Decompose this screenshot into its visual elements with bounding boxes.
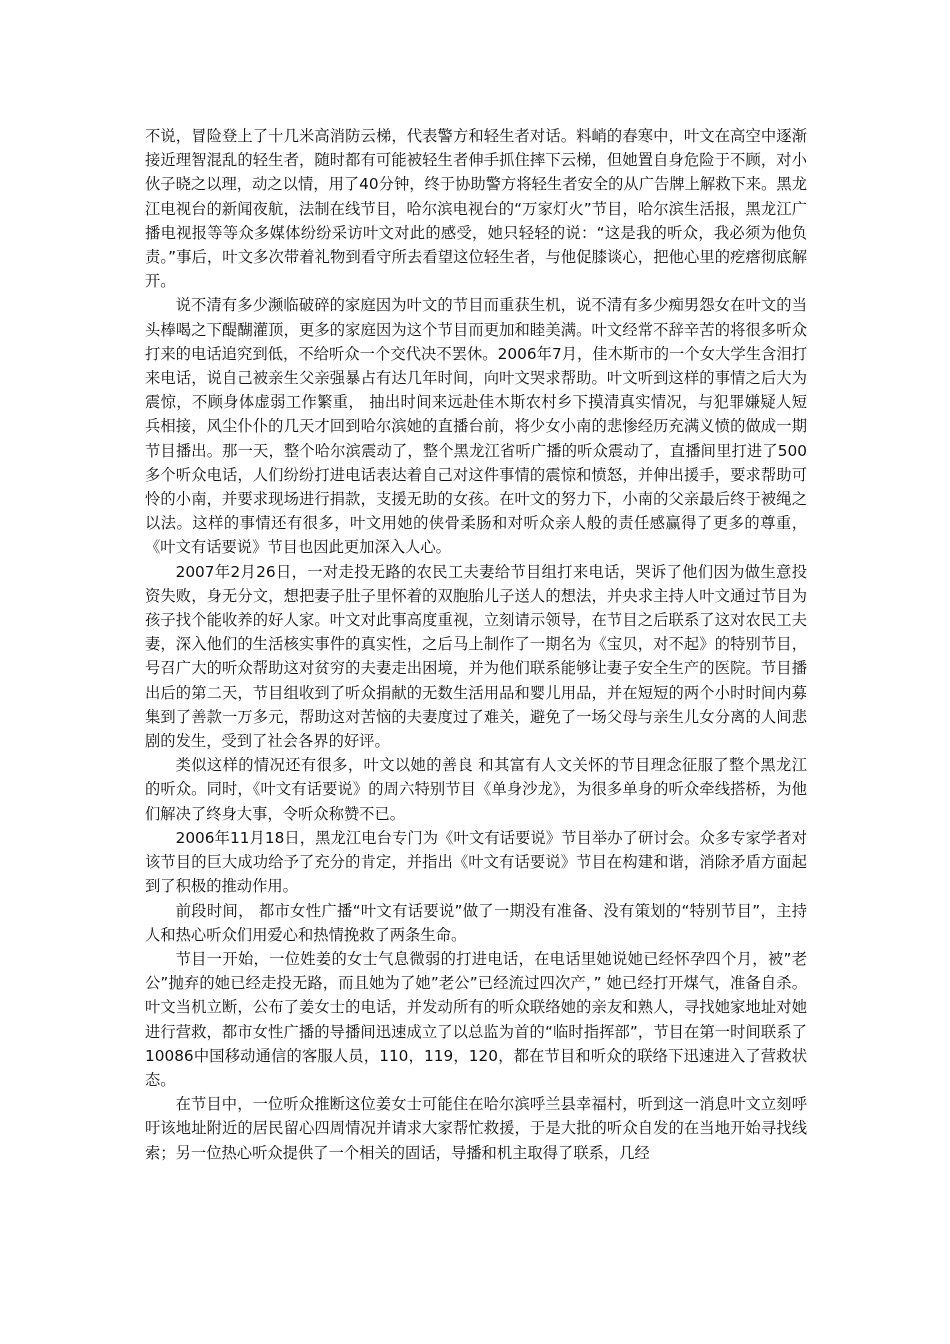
paragraph-caller-in-danger: 节目一开始，一位姓姜的女士气息微弱的打进电话，在电话里她说她已经怀孕四个月，被”老公”抛弃的她已经走投无路，而且她为了她”老公”已经流过四次产，” 她已经打开煤气，准备自杀。叶文当机立断，公布了姜女士的电话，并发动所有的听众联络她的亲友和熟人，寻找她家地址对她进行营救，都市女性广播的导播间迅速成立了以总监为首的“临时指挥部”，节目在第一时间联系了10086中国移动通信的客服人员，110，119，120，都在节目和听众的联络下迅速进入了营救状态。 <box>145 949 807 1089</box>
paragraph-singles-salon: 类似这样的情况还有很多，叶文以她的善良 和其富有人文关怀的节目理念征服了整个黑龙江的听众。同时，《叶文有话要说》的周六特别节目《单身沙龙》，为很多单身的听众牵线搭桥，为他们解决了终身大事，令听众称赞不已。 <box>145 756 807 823</box>
document-page <box>145 124 807 1165</box>
paragraph-rescue-on-ladder: 不说，冒险登上了十几米高消防云梯，代表警方和轻生者对话。料峭的春寒中，叶文在高空中逐渐接近理智混乱的轻生者，随时都有可能被轻生者伸手抓住摔下云梯，但她置自身危险于不顾，对小伙子晓之以理，动之以情，用了40分钟，终于协助警方将轻生者安全的从广告牌上解救下来。黑龙江电视台的新闻夜航，法制在线节目，哈尔滨电视台的“万家灯火”节目，哈尔滨生活报，黑龙江广播电视报等等众多媒体纷纷采访叶文对此的感受，她只轻轻的说：“这是我的听众，我必须为他负责。”事后，叶文多次带着礼物到看守所去看望这位轻生者，与他促膝谈心，把他心里的疙瘩彻底解开。 <box>145 127 807 291</box>
paragraph-migrant-couple: 2007年2月26日，一对走投无路的农民工夫妻给节目组打来电话，哭诉了他们因为做生意投资失败，身无分文，想把妻子肚子里怀着的双胞胎儿子送人的想法，并央求主持人叶文通过节目为孩子找个能收养的好人家。叶文对此事高度重视，立刻请示领导，在节目之后联系了这对农民工夫妻，深入他们的生活核实事件的真实性，之后马上制作了一期名为《宝贝，对不起》的特别节目，号召广大的听众帮助这对贫穷的夫妻走出困境，并为他们联系能够让妻子安全生产的医院。节目播出后的第二天，节目组收到了听众捐献的无数生活用品和婴儿用品，并在短短的两个小时时间内募集到了善款一万多元，帮助这对苦恼的夫妻度过了难关，避免了一场父母与亲生儿女分离的人间悲剧的发生，受到了社会各界的好评。 <box>145 562 807 751</box>
paragraph-special-program: 前段时间， 都市女性广播“叶文有话要说”做了一期没有准备、没有策划的“特别节目”，主持人和热心听众们用爱心和热情挽救了两条生命。 <box>145 901 807 944</box>
paragraph-seminar: 2006年11月18日，黑龙江电台专门为《叶文有话要说》节目举办了研讨会。众多专家学者对该节目的巨大成功给予了充分的肯定，并指出《叶文有话要说》节目在构建和谐，消除矛盾方面起到了积极的推动作用。 <box>145 828 807 896</box>
paragraph-search-efforts: 在节目中，一位听众推断这位姜女士可能住在哈尔滨呼兰县幸福村，听到这一消息叶文立刻呼吁该地址附近的居民留心四周情况并请求大家帮忙救援，于是大批的听众自发的在当地开始寻找线索；另一位热心听众提供了一个相关的固话，导播和机主取得了联系，几经 <box>145 1095 807 1162</box>
paragraph-families-saved: 说不清有多少濒临破碎的家庭因为叶文的节目而重获生机，说不清有多少痴男怨女在叶文的当头棒喝之下醍醐灌顶，更多的家庭因为这个节目而更加和睦美满。叶文经常不辞辛苦的将很多听众打来的电话追究到低，不给听众一个交代决不罢休。2006年7月，佳木斯市的一个女大学生含泪打来电话，说自己被亲生父亲强暴占有达几年时间，向叶文哭求帮助。叶文听到这样的事情之后大为震惊，不顾身体虚弱工作繁重， 抽出时间来远赴佳木斯农村乡下摸清真实情况，与犯罪嫌疑人短兵相接，风尘仆仆的几天才回到哈尔滨她的直播台前，将少女小南的悲惨经历充满义愤的做成一期节目播出。那一天，整个哈尔滨震动了，整个黑龙江省听广播的听众震动了，直播间里打进了500多个听众电话，人们纷纷打进电话表达着自己对这件事情的震惊和愤怒，并伸出援手，要求帮助可怜的小南，并要求现场进行捐款，支援无助的女孩。在叶文的努力下，小南的父亲最后终于被绳之以法。这样的事情还有很多，叶文用她的侠骨柔肠和对听众亲人般的责任感赢得了更多的尊重，《叶文有话要说》节目也因此更加深入人心。 <box>145 296 807 557</box>
